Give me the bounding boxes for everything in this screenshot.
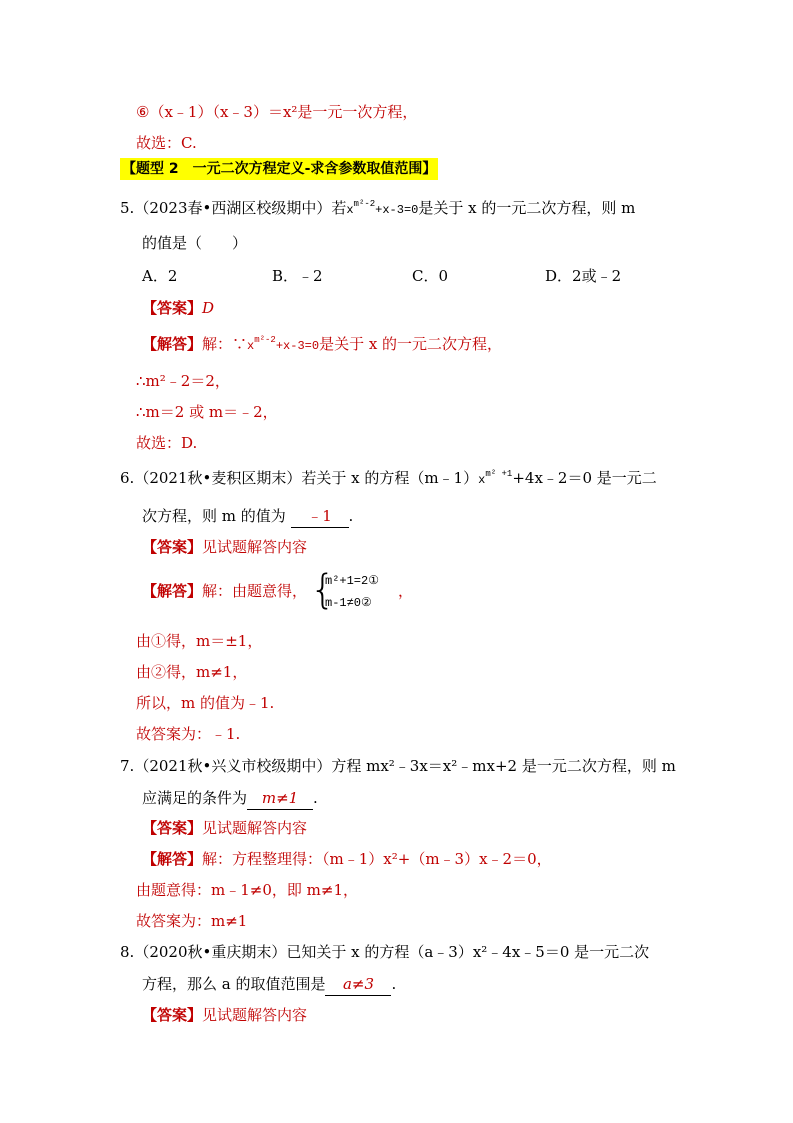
- q5-solution-expr: [247, 335, 320, 353]
- q6-stem-b: +4x﹣2＝0 是一元二: [512, 469, 657, 487]
- q5-solution-tag: 【解答】: [142, 335, 203, 353]
- q5-stem-line1: [120, 197, 635, 222]
- q5-conclusion: 故选：D.: [136, 434, 198, 452]
- q8-answer-value: 见试题解答内容: [202, 1006, 308, 1024]
- q5-options: [142, 265, 621, 287]
- q8-stem-b: 方程，那么 a 的取值范围是: [142, 975, 326, 993]
- q5-stem-line2: 的值是（ ）: [142, 234, 248, 252]
- q6-stem-line2: [142, 505, 353, 528]
- q7-answer-tag: 【答案】: [142, 819, 203, 837]
- q6-stem-end: .: [348, 507, 354, 525]
- q6-step3: 所以，m 的值为﹣1.: [136, 694, 275, 712]
- q6-step1: 由①得，m＝±1，: [136, 632, 263, 650]
- q6-answer: [142, 536, 307, 558]
- q6-stem-line1: [120, 467, 657, 492]
- q7-stem-line2: [142, 787, 318, 810]
- q7-stem-b: 应满足的条件为: [142, 789, 248, 807]
- q5-expr: [346, 199, 419, 217]
- q8-number: 8.: [120, 943, 135, 961]
- q8-answer: [142, 1004, 307, 1026]
- q5-option-c: C．0: [412, 267, 449, 285]
- q5-number: 5.: [120, 199, 135, 217]
- q5-solution: [142, 333, 502, 358]
- q5-solution-expr-tail: +x-3=0: [275, 339, 320, 353]
- q6-system-end: ，: [398, 582, 414, 600]
- q7-stem-a: （2021秋•兴义市校级期中）方程 mx²﹣3x＝x²﹣mx+2 是一元二次方程，则 m: [134, 757, 676, 775]
- q6-solution-tag: 【解答】: [142, 582, 203, 600]
- q5-option-b: B．﹣2: [272, 267, 323, 285]
- q8-stem-line2: [142, 973, 396, 996]
- q5-answer-value: D: [202, 299, 215, 317]
- q5-option-a: A．2: [142, 267, 178, 285]
- q7-stem-end: .: [313, 789, 318, 807]
- q5-solution-expr-exponent: m²-2: [254, 335, 276, 345]
- q5-step1: ∴m²﹣2＝2，: [136, 372, 230, 390]
- q7-solution-intro: 解：方程整理得：（m﹣1）x²+（m﹣3）x﹣2＝0，: [202, 850, 552, 868]
- q7-solution: [142, 848, 552, 870]
- q6-answer-value: 见试题解答内容: [202, 538, 308, 556]
- q7-conclusion: 故答案为：m≠1: [136, 912, 248, 930]
- q7-answer: [142, 817, 307, 839]
- q6-system-line2: m-1≠0②: [325, 596, 372, 610]
- q6-system-line1: m²+1=2①: [325, 574, 379, 588]
- q6-expr: [478, 469, 513, 487]
- q6-solution-intro: 解：由题意得，: [202, 582, 308, 600]
- q7-step1: 由题意得：m﹣1≠0，即 m≠1，: [136, 881, 358, 899]
- q5-expr-exponent: m²-2: [353, 199, 376, 209]
- q8-answer-tag: 【答案】: [142, 1006, 203, 1024]
- q5-solution-expr-base: x: [247, 339, 255, 353]
- q6-conclusion: 故答案为：﹣1.: [136, 725, 241, 743]
- q7-answer-value: 见试题解答内容: [202, 819, 308, 837]
- q8-blank-answer: a≠3: [325, 973, 391, 996]
- q5-expr-tail: +x-3=0: [375, 203, 419, 217]
- q5-solution-tail: 是关于 x 的一元二次方程，: [319, 335, 503, 353]
- q6-system-brace: {: [310, 567, 336, 613]
- q5-answer: [142, 297, 214, 319]
- q5-stem-b: 是关于 x 的一元二次方程，则 m: [418, 199, 636, 217]
- prev-conclusion-text: 故选：C.: [136, 134, 197, 152]
- q6-answer-tag: 【答案】: [142, 538, 203, 556]
- q5-solution-intro: 解：∵: [202, 335, 248, 353]
- q6-stem-a: （2021秋•麦积区期末）若关于 x 的方程（m﹣1）: [134, 469, 479, 487]
- section-title: 【题型 2 一元二次方程定义-求含参数取值范围】: [120, 158, 438, 180]
- q5-expr-base: x: [346, 203, 354, 217]
- q6-expr-exponent: m² +1: [485, 469, 513, 479]
- q6-expr-base: x: [478, 473, 486, 487]
- q7-blank-answer: m≠1: [247, 787, 313, 810]
- q5-answer-tag: 【答案】: [142, 299, 203, 317]
- q5-stem-a: （2023春•西湖区校级期中）若: [134, 199, 347, 217]
- prev-item-6: ⑥（x﹣1）（x﹣3）＝x²是一元一次方程，: [136, 103, 418, 121]
- q6-solution: [142, 580, 307, 602]
- q8-stem-a: （2020秋•重庆期末）已知关于 x 的方程（a﹣3）x²﹣4x﹣5＝0 是一元二次: [134, 943, 650, 961]
- q6-stem-c: 次方程，则 m 的值为: [142, 507, 286, 525]
- q7-stem-line1: [120, 755, 676, 777]
- q6-step2: 由②得，m≠1，: [136, 663, 248, 681]
- q7-number: 7.: [120, 757, 135, 775]
- prev-conclusion: [136, 132, 197, 154]
- q5-step2: ∴m＝2 或 m＝﹣2，: [136, 403, 278, 421]
- q7-solution-tag: 【解答】: [142, 850, 203, 868]
- q6-blank-answer: ﹣1: [291, 505, 349, 528]
- q8-stem-end: .: [391, 975, 397, 993]
- q5-option-d: D．2或﹣2: [545, 267, 622, 285]
- q6-number: 6.: [120, 469, 135, 487]
- q8-stem-line1: [120, 941, 649, 963]
